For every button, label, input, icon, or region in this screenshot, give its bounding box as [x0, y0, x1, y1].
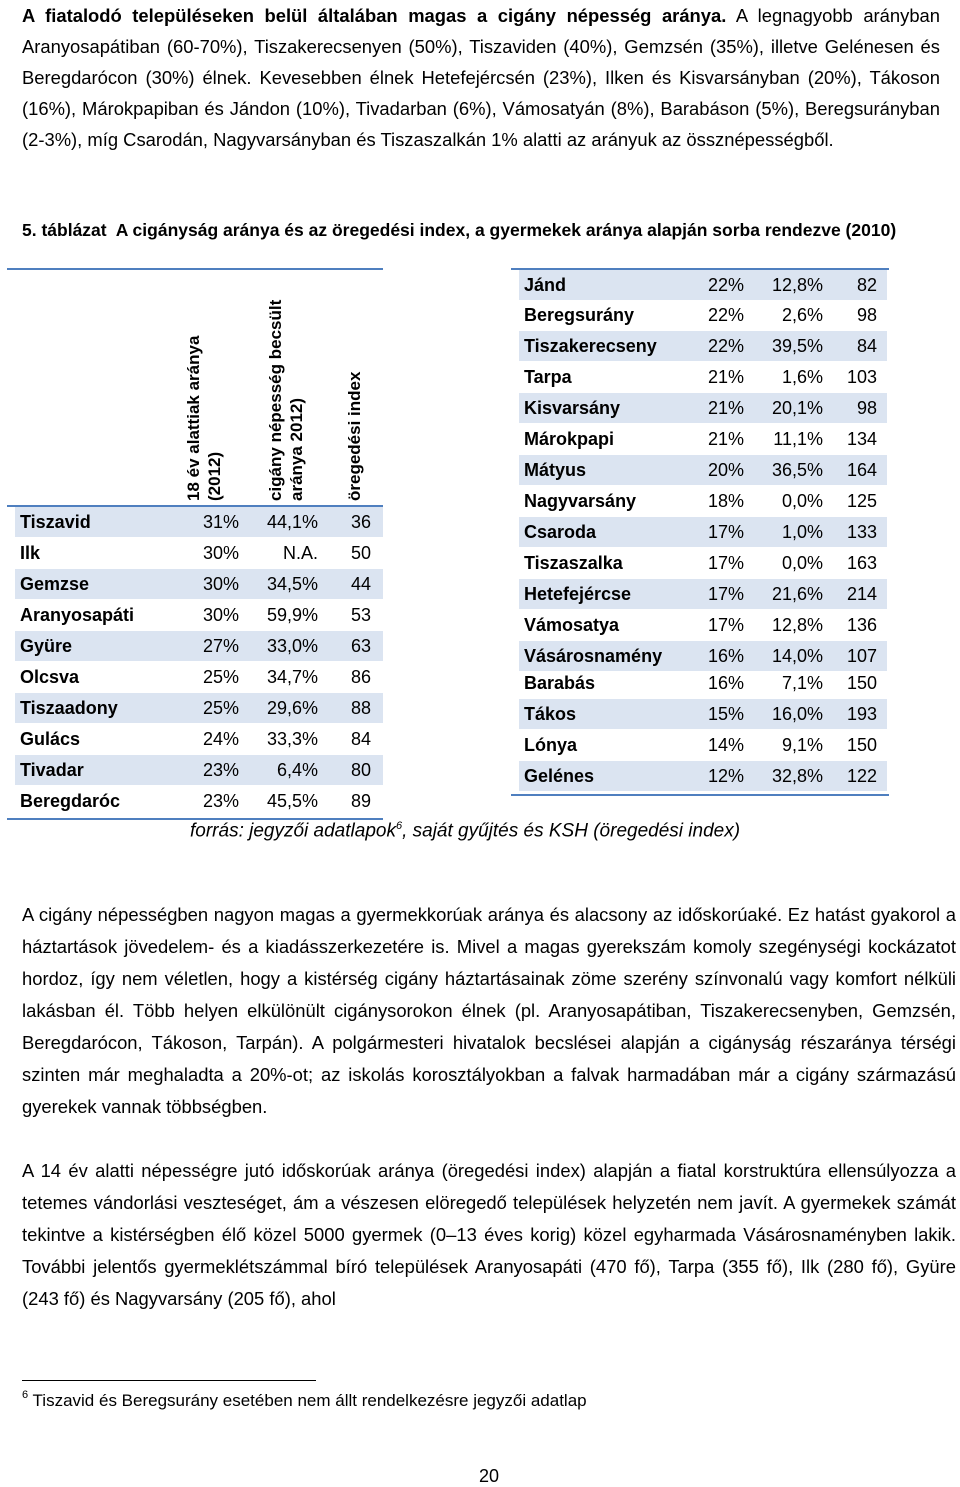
table-row	[519, 331, 887, 361]
cell-children-ratio: 17%	[707, 615, 744, 635]
cell-roma-ratio: 34,7%	[266, 667, 318, 687]
cell-aging-index: 164	[846, 460, 877, 480]
cell-aging-index: 214	[846, 584, 877, 604]
cell-aging-index: 53	[350, 605, 371, 625]
row-name: Gemzse	[20, 574, 90, 594]
table-row	[519, 455, 887, 485]
cell-children-ratio: 17%	[707, 522, 744, 542]
intro-body: A legnagyobb arányban Aranyosapátiban (60-70%), Tiszakerecsenyen (50%), Tiszaviden (40%), Gemzsén (35%), illetve Gelénesen és Beregdarócon (30%) élnek. Kevesebben élnek Hetefejércsén (23%), Ilken és Kisvarsányban (20%), Tákoson (16%), Márokpapiban és Jándon (10%), Tivadarban (6%), Vámosatyán (8%), Barabáson (5%), Beregsurányban (2-3%), míg Csarodán, Nagyvarsányban és Tiszaszalkán 1% alatti az arányuk az össznépességből.	[22, 5, 941, 150]
cell-children-ratio: 30%	[202, 543, 239, 563]
cell-aging-index: 193	[846, 704, 877, 724]
row-name: Aranyosapáti	[20, 605, 135, 625]
table-row	[15, 507, 383, 537]
cell-aging-index: 122	[846, 766, 877, 786]
cell-aging-index: 44	[350, 574, 371, 594]
table-row	[519, 579, 887, 609]
cell-children-ratio: 23%	[202, 791, 239, 811]
cell-aging-index: 50	[350, 543, 371, 563]
cell-children-ratio: 25%	[202, 698, 239, 718]
table-source	[190, 820, 740, 842]
cell-aging-index: 98	[856, 305, 877, 325]
header-roma-line2: aránya 2012)	[287, 397, 306, 501]
row-name: Tiszavid	[20, 512, 91, 532]
cell-children-ratio: 22%	[707, 336, 744, 356]
cell-roma-ratio: 11,1%	[773, 429, 823, 449]
cell-roma-ratio: 21,6%	[771, 584, 823, 604]
table-row	[519, 362, 887, 392]
cell-aging-index: 125	[846, 491, 877, 511]
row-name: Tivadar	[20, 760, 84, 780]
cell-children-ratio: 17%	[707, 584, 744, 604]
cell-roma-ratio: 34,5%	[266, 574, 318, 594]
cell-children-ratio: 14%	[707, 735, 744, 755]
row-name: Kisvarsány	[524, 398, 621, 418]
page-number: 20	[478, 1466, 500, 1486]
table-row	[15, 693, 383, 723]
row-name: Csaroda	[524, 522, 597, 542]
row-name: Gulács	[20, 729, 81, 749]
table-row	[15, 538, 383, 568]
row-name: Gelénes	[524, 766, 595, 786]
row-name: Tiszakerecseny	[524, 336, 657, 356]
table-number: 5. táblázat	[22, 220, 107, 240]
cell-aging-index: 80	[350, 760, 371, 780]
table-row	[15, 786, 383, 816]
cell-roma-ratio: 16,0%	[771, 704, 823, 724]
row-name: Vásárosnamény	[524, 646, 663, 666]
cell-children-ratio: 21%	[707, 367, 744, 387]
cell-roma-ratio: 2,6%	[781, 305, 823, 325]
row-name: Tiszaadony	[20, 698, 118, 718]
cell-aging-index: 150	[846, 673, 877, 693]
row-name: Jánd	[524, 275, 567, 295]
cell-roma-ratio: 32,8%	[771, 766, 823, 786]
header-cell-children	[183, 271, 233, 501]
table-caption-text: A cigányság aránya és az öregedési index, a gyermekek aránya alapján sorba rendezve (2010)	[115, 220, 897, 240]
cell-children-ratio: 18%	[707, 491, 744, 511]
cell-roma-ratio: 29,6%	[266, 698, 318, 718]
cell-children-ratio: 17%	[707, 553, 744, 573]
row-name: Lónya	[524, 735, 578, 755]
cell-roma-ratio: 59,9%	[266, 605, 318, 625]
row-name: Vámosatya	[524, 615, 620, 635]
cell-children-ratio: 12%	[707, 766, 744, 786]
intro-paragraph	[22, 0, 940, 155]
table-row	[15, 755, 383, 785]
footnote-text: Tiszavid és Beregsurány esetében nem állt rendelkezésre jegyzői adatlap	[32, 1391, 587, 1410]
source-text-post: , saját gyűjtés és KSH (öregedési index)	[402, 820, 741, 842]
cell-children-ratio: 21%	[707, 398, 744, 418]
cell-roma-ratio: 33,3%	[266, 729, 318, 749]
cell-roma-ratio: 36,5%	[771, 460, 823, 480]
cell-roma-ratio: 1,6%	[781, 367, 823, 387]
cell-children-ratio: 16%	[707, 673, 744, 693]
row-name: Mátyus	[524, 460, 587, 480]
header-children-line2: (2012)	[205, 451, 224, 501]
cell-roma-ratio: 12,8%	[771, 615, 823, 635]
table-row	[519, 610, 887, 640]
header-cell-roma	[265, 271, 315, 501]
footnote-rule	[22, 1380, 316, 1381]
cell-aging-index: 163	[846, 553, 877, 573]
cell-children-ratio: 23%	[202, 760, 239, 780]
row-name: Barabás	[524, 673, 596, 693]
table-row	[15, 631, 383, 661]
table-row	[519, 668, 887, 698]
cell-roma-ratio: 44,1%	[266, 512, 318, 532]
intro-lead: A fiatalodó településeken belül általában magas a cigány népesség aránya.	[22, 5, 727, 26]
table-row	[519, 699, 887, 729]
row-name: Olcsva	[20, 667, 80, 687]
cell-children-ratio: 20%	[707, 460, 744, 480]
header-roma-line1: cigány népesség becsült	[266, 299, 285, 501]
cell-aging-index: 133	[846, 522, 877, 542]
header-aging-line1: öregedési index	[345, 371, 364, 501]
table-row	[519, 424, 887, 454]
cell-aging-index: 134	[846, 429, 877, 449]
table-row	[519, 393, 887, 423]
cell-aging-index: 84	[350, 729, 371, 749]
header-cell-aging	[344, 271, 374, 501]
row-name: Tiszaszalka	[524, 553, 623, 573]
table-row	[519, 548, 887, 578]
footnote	[22, 1389, 587, 1411]
header-children-line1: 18 év alattiak aránya	[184, 335, 203, 501]
footnote-ref[interactable]: 6	[395, 820, 403, 832]
cell-roma-ratio: 7,1%	[781, 673, 823, 693]
cell-aging-index: 107	[846, 646, 877, 666]
table-row	[519, 300, 887, 330]
cell-roma-ratio: 9,1%	[781, 735, 823, 755]
cell-roma-ratio: 20,1%	[771, 398, 823, 418]
row-name: Beregsurány	[524, 305, 635, 325]
cell-roma-ratio: 6,4%	[276, 760, 318, 780]
paragraph-1: A cigány népességben nagyon magas a gyermekkorúak aránya és alacsony az időskorúaké. Ez hatást gyakorol a háztartások jövedelem- és a kiadásszerkezetére is. Mivel a magas gyerekszám komoly szegénységi kockázatot hordoz, így nem véletlen, hogy a kistérség cigány háztartásainak zöme szerény színvonalú vagy komfort nélküli lakásban él. Több helyen elkülönült cigánysorokon élnek (pl. Aranyosapátiban, Tiszakerecsenyben, Gemzsén, Beregdarócon, Tákoson, Tarpán). A polgármesteri hivatalok becslései alapján a cigányság részaránya térségi szinten már meghaladta a 20%-ot; az iskolás korosztályokban a falvak harmadában már a cigány származású gyerekek vannak többségben.	[22, 904, 956, 1117]
footnote-mark: 6	[22, 1389, 29, 1401]
row-name: Ilk	[20, 543, 41, 563]
cell-aging-index: 63	[350, 636, 371, 656]
table-caption	[22, 220, 896, 241]
cell-children-ratio: 30%	[202, 574, 239, 594]
cell-children-ratio: 30%	[202, 605, 239, 625]
cell-aging-index: 150	[846, 735, 877, 755]
cell-aging-index: 86	[350, 667, 371, 687]
cell-children-ratio: 22%	[707, 275, 744, 295]
cell-aging-index: 36	[350, 512, 371, 532]
table-row	[15, 724, 383, 754]
cell-roma-ratio: 39,5%	[771, 336, 823, 356]
cell-roma-ratio: 12,8%	[771, 275, 823, 295]
cell-roma-ratio: 0,0%	[781, 491, 823, 511]
left-table-top-rule	[7, 268, 383, 270]
cell-aging-index: 103	[846, 367, 877, 387]
table-row	[519, 517, 887, 547]
cell-aging-index: 98	[856, 398, 877, 418]
row-name: Tarpa	[524, 367, 572, 387]
paragraph-2: A 14 év alatti népességre jutó időskorúak aránya (öregedési index) alapján a fiatal korstruktúra ellensúlyozza a tetemes vándorlási veszteséget, ám a vészesen elöregedő települések helyzetén nem javít. A gyermekek számát tekintve a kistérségben élő közel 5000 gyermek (0–13 éves korig) közel egyharmada Vásárosnaményben lakik. További jelentős gyermeklétszámmal bíró települések Aranyosapáti (470 fő), Tarpa (355 fő), Ilk (280 fő), Gyüre (243 fő) és Nagyvarsány (205 fő), ahol	[22, 1160, 956, 1309]
table-row	[15, 600, 383, 630]
table-row	[519, 641, 887, 671]
table-row	[15, 662, 383, 692]
table-row	[519, 761, 887, 791]
cell-aging-index: 89	[350, 791, 371, 811]
table-row	[519, 486, 887, 516]
source-text-pre: forrás: jegyzői adatlapok	[190, 820, 396, 842]
cell-roma-ratio: 33,0%	[266, 636, 318, 656]
cell-roma-ratio: 0,0%	[781, 553, 823, 573]
cell-aging-index: 88	[350, 698, 371, 718]
cell-roma-ratio: 14,0%	[771, 646, 823, 666]
cell-aging-index: 84	[856, 336, 877, 356]
table-row	[519, 730, 887, 760]
cell-children-ratio: 27%	[202, 636, 239, 656]
right-table-bottom-rule	[511, 794, 889, 796]
cell-children-ratio: 15%	[707, 704, 744, 724]
cell-children-ratio: 25%	[202, 667, 239, 687]
row-name: Nagyvarsány	[524, 491, 637, 511]
row-name: Márokpapi	[524, 429, 615, 449]
cell-roma-ratio: 45,5%	[266, 791, 318, 811]
cell-children-ratio: 24%	[202, 729, 239, 749]
cell-children-ratio: 31%	[202, 512, 239, 532]
cell-aging-index: 136	[846, 615, 877, 635]
cell-aging-index: 82	[856, 275, 877, 295]
cell-children-ratio: 16%	[707, 646, 744, 666]
row-name: Tákos	[524, 704, 577, 724]
cell-children-ratio: 21%	[707, 429, 744, 449]
cell-roma-ratio: N.A.	[282, 543, 318, 563]
cell-roma-ratio: 1,0%	[781, 522, 823, 542]
row-name: Hetefejércse	[524, 584, 632, 604]
table-row	[519, 270, 887, 300]
row-name: Beregdaróc	[20, 791, 121, 811]
table-row	[15, 569, 383, 599]
row-name: Gyüre	[20, 636, 73, 656]
cell-children-ratio: 22%	[707, 305, 744, 325]
